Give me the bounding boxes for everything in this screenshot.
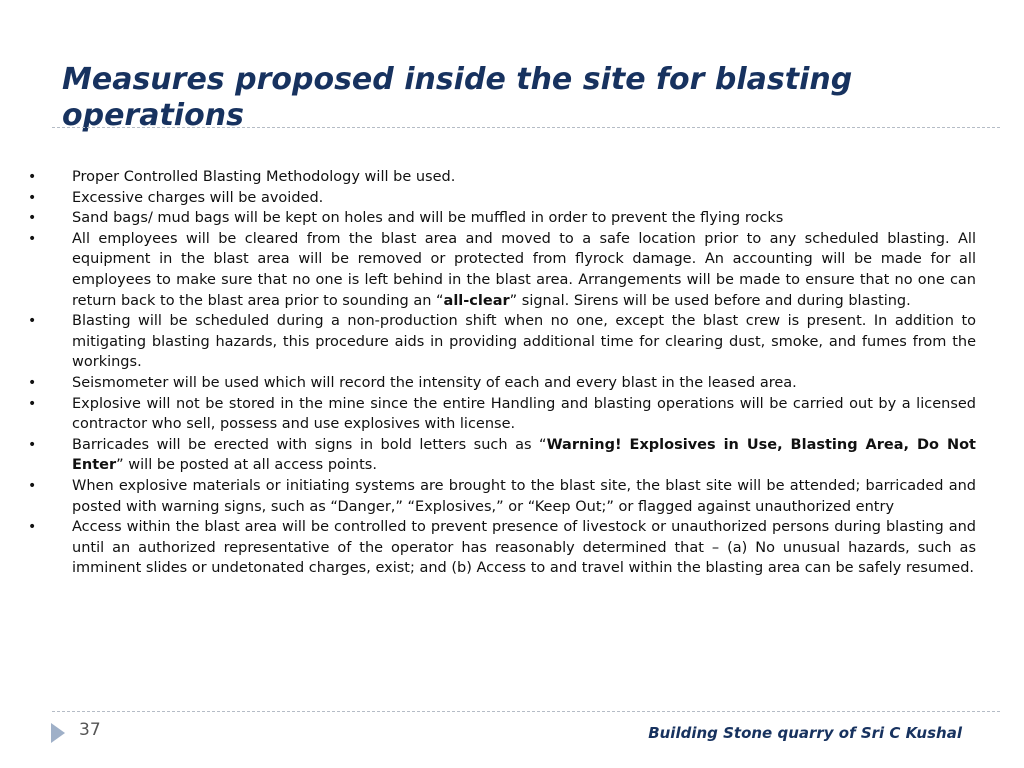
bullet-item <box>28 394 976 435</box>
bullet-item <box>28 373 976 394</box>
bullet-text: ” signal. Sirens will be used before and during blasting. <box>509 292 911 309</box>
bullet-dot-icon: • <box>28 189 37 206</box>
bullet-item <box>28 435 976 476</box>
bullet-text: Excessive charges will be avoided. <box>72 189 324 206</box>
bullet-dot-icon: • <box>28 395 37 412</box>
bullet-dot-icon: • <box>28 169 37 185</box>
bullet-text: Access within the blast area will be controlled to prevent presence of livestock or unauthorized persons during blasting and until an authorized representative of the operator has reasonably determined that – (a) No unusual hazards, such as imminent slides or undetonated charges, exist; and (b) Access to and travel within the blasting area can be safely resumed. <box>72 519 976 577</box>
bullet-text: Seismometer will be used which will record the intensity of each and every blast in the leased area. <box>72 374 797 391</box>
bullet-dot-icon: • <box>28 210 37 227</box>
bullet-bold-text: Warning! Explosives in Use, Blasting Area, Do Not Enter <box>72 436 976 474</box>
slide-title: Measures proposed inside the site for blasting operations <box>62 62 853 133</box>
bullet-item <box>28 311 976 373</box>
bullet-dot-icon: • <box>28 519 37 536</box>
bullet-text: Proper Controlled Blasting Methodology will be used. <box>72 169 456 185</box>
footer-divider <box>52 711 1000 712</box>
bullet-text: All employees will be cleared from the blast area and moved to a safe location prior to any scheduled blasting. All equipment in the blast area will be removed or protected from flyrock damage. An accounting will be made for all employees to make sure that no one is left behind in the blast area. Arrangements will be made to ensure that no one can return back to the blast area prior to sounding an “ <box>72 230 976 309</box>
bullet-text: Blasting will be scheduled during a non-production shift when no one, except the blast crew is present. In addition to mitigating blasting hazards, this procedure aids in providing additional time for clearing dust, smoke, and fumes from the workings. <box>72 313 976 371</box>
arrow-icon <box>51 723 65 743</box>
bullet-item <box>28 188 976 209</box>
bullet-dot-icon: • <box>28 436 37 453</box>
bullet-dot-icon: • <box>28 374 37 391</box>
bullet-dot-icon: • <box>28 313 37 330</box>
bullet-bold-text: all-clear <box>443 292 510 309</box>
bullet-item <box>28 208 976 229</box>
footer-text: Building Stone quarry of Sri C Kushal <box>648 724 962 742</box>
bullet-dot-icon: • <box>28 477 37 494</box>
page-number: 37 <box>79 720 101 740</box>
bullet-text: Explosive will not be stored in the mine since the entire Handling and blasting operations will be carried out by a licensed contractor who sell, possess and use explosives with license. <box>72 395 976 433</box>
bullet-item <box>28 476 976 517</box>
title-divider <box>52 127 1000 128</box>
bullet-dot-icon: • <box>28 230 37 247</box>
bullet-text: Sand bags/ mud bags will be kept on holes and will be muffled in order to prevent the flying rocks <box>72 210 784 227</box>
bullet-item <box>28 167 976 188</box>
bullet-item <box>28 517 976 579</box>
bullet-list <box>28 167 976 579</box>
bullet-text: Barricades will be erected with signs in bold letters such as “ <box>72 436 547 453</box>
bullet-text: ” will be posted at all access points. <box>116 457 377 474</box>
bullet-item <box>28 229 976 311</box>
bullet-text: When explosive materials or initiating systems are brought to the blast site, the blast site will be attended; barricaded and posted with warning signs, such as “Danger,” “Explosives,” or “Keep Out;” or flagged against unauthorized entry <box>72 477 976 515</box>
